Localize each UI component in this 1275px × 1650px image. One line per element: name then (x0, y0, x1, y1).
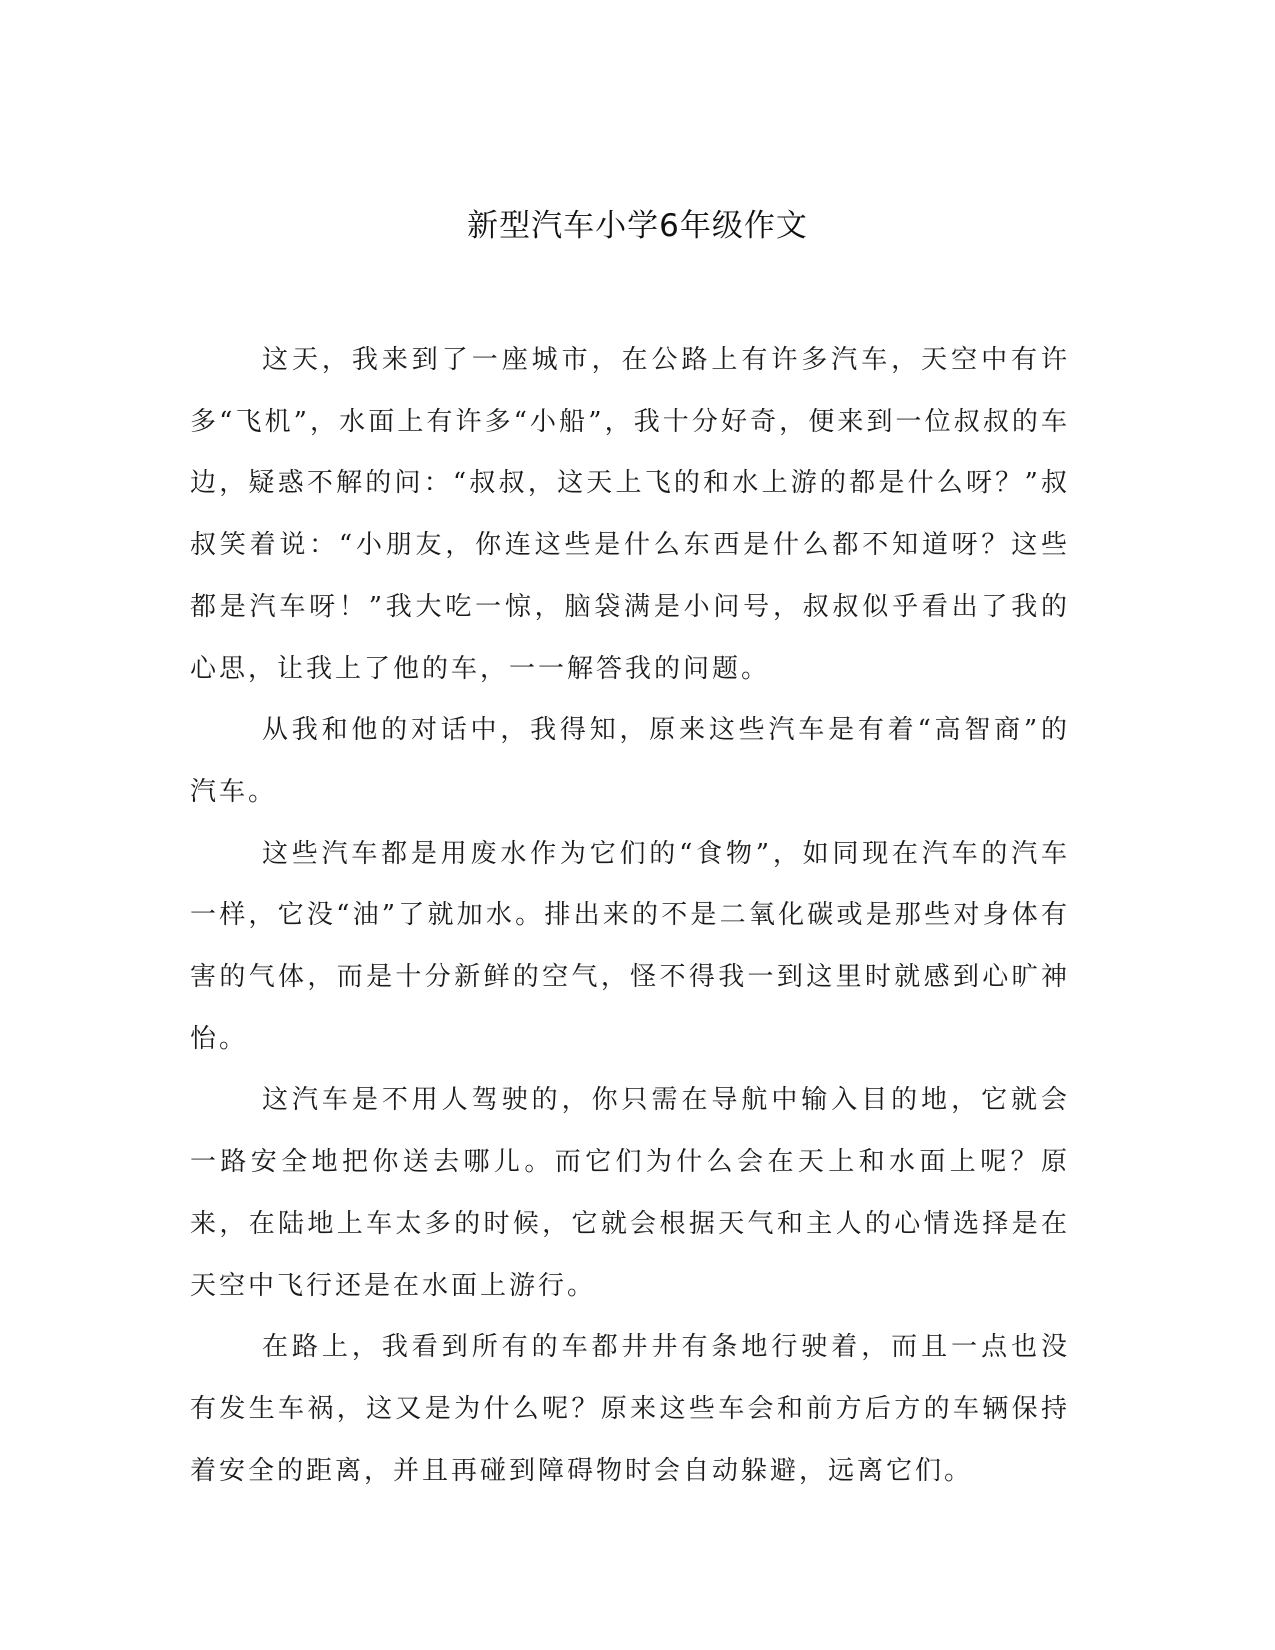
paragraph-5: 在路上，我看到所有的车都井井有条地行驶着，而且一点也没有发生车祸，这又是为什么呢？原来这些车会和前方后方的车辆保持着安全的距离，并且再碰到障碍物时会自动躲避，远离它们。 (190, 1332, 1070, 1486)
page-title: 新型汽车小学6年级作文 (467, 208, 808, 244)
paragraph-2: 从我和他的对话中，我得知，原来这些汽车是有着“高智商”的汽车。 (190, 715, 1070, 807)
essay-body (190, 330, 1070, 1502)
paragraph-3: 这些汽车都是用废水作为它们的“食物”，如同现在汽车的汽车一样，它没“油”了就加水。排出来的不是二氧化碳或是那些对身体有害的气体，而是十分新鲜的空气，怪不得我一到这里时就感到心旷神怡。 (190, 838, 1070, 1054)
paragraph-4: 这汽车是不用人驾驶的，你只需在导航中输入目的地，它就会一路安全地把你送去哪儿。而它们为什么会在天上和水面上呢？原来，在陆地上车太多的时候，它就会根据天气和主人的心情选择是在天空中飞行还是在水面上游行。 (190, 1085, 1070, 1301)
paragraph-1: 这天，我来到了一座城市，在公路上有许多汽车，天空中有许多“飞机”，水面上有许多“小船”，我十分好奇，便来到一位叔叔的车边，疑惑不解的问：“叔叔，这天上飞的和水上游的都是什么呀？”叔叔笑着说：“小朋友，你连这些是什么东西是什么都不知道呀？这些都是汽车呀！”我大吃一惊，脑袋满是小问号，叔叔似乎看出了我的心思，让我上了他的车，一一解答我的问题。 (190, 345, 1070, 684)
